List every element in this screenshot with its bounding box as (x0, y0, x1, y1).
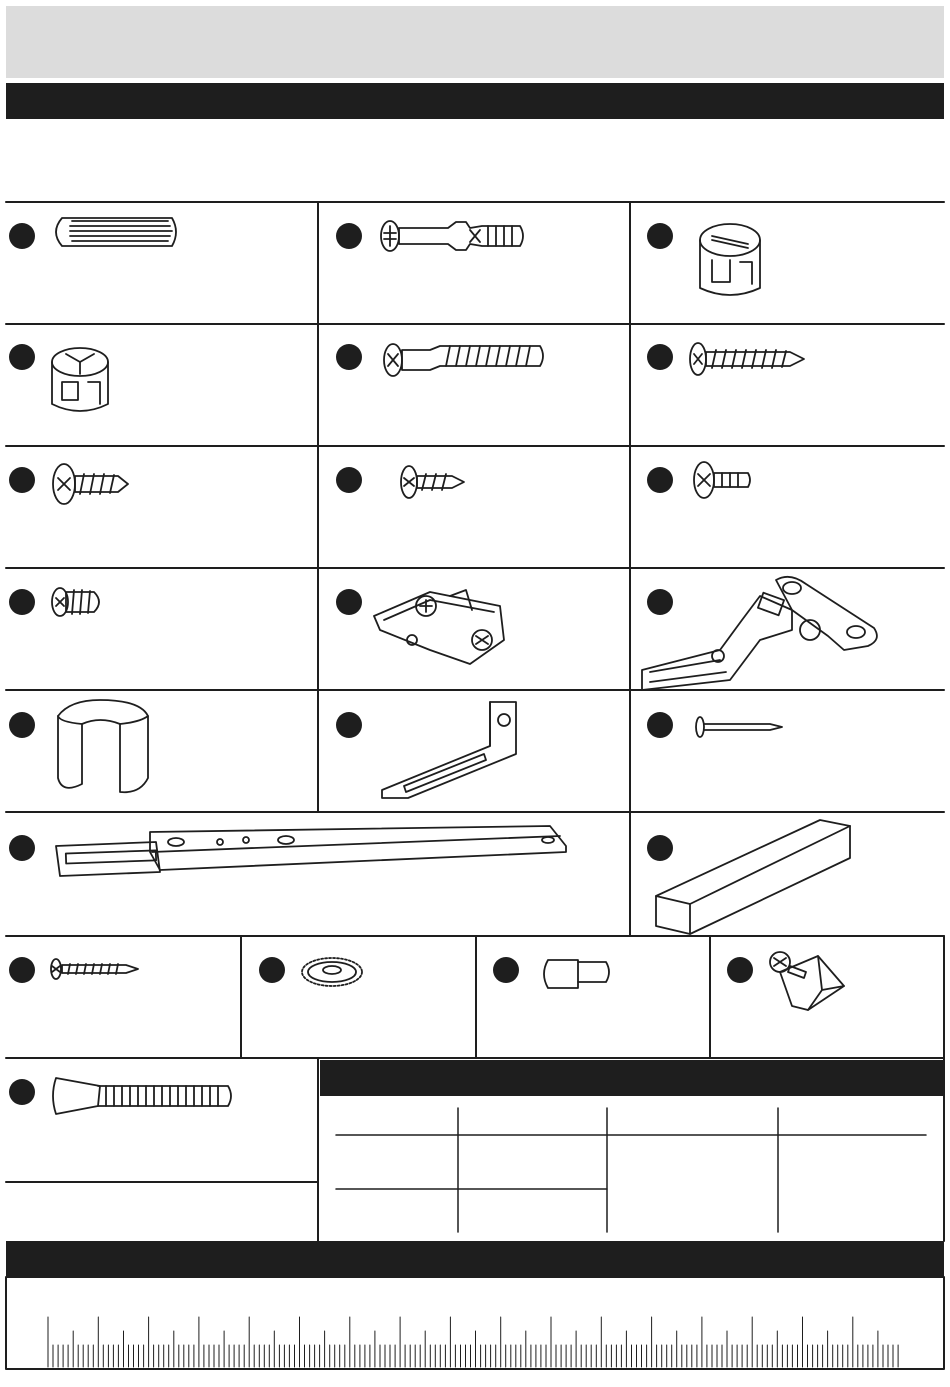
barrel-bolt-icon (53, 1078, 231, 1114)
machine-screw-icon (694, 462, 750, 498)
item-marker-22 (9, 1079, 35, 1105)
item-marker-10 (9, 589, 35, 615)
item-marker-19 (259, 957, 285, 983)
pan-head-screw-icon (53, 464, 128, 504)
item-marker-5 (336, 344, 362, 370)
item-marker-13 (9, 712, 35, 738)
item-marker-8 (336, 467, 362, 493)
item-marker-9 (647, 467, 673, 493)
euro-screw-icon (52, 588, 99, 616)
item-marker-7 (9, 467, 35, 493)
small-wood-screw-icon (401, 466, 464, 498)
item-marker-14 (336, 712, 362, 738)
hinge-plate-icon (374, 590, 504, 664)
item-marker-6 (647, 344, 673, 370)
item-marker-15 (647, 712, 673, 738)
rail-cap-icon (58, 700, 148, 792)
item-marker-12 (647, 589, 673, 615)
item-marker-11 (336, 589, 362, 615)
tools-table (336, 1108, 926, 1232)
nail-icon (696, 717, 782, 737)
wood-dowel-icon (56, 218, 176, 246)
item-marker-18 (9, 957, 35, 983)
item-marker-21 (727, 957, 753, 983)
cam-lock-alt-icon (52, 348, 108, 411)
wood-block-icon (656, 820, 850, 934)
connector-screw-icon (384, 344, 543, 376)
item-marker-3 (647, 223, 673, 249)
shelf-pin-icon (544, 960, 609, 988)
item-marker-2 (336, 223, 362, 249)
drawer-slide-icon (56, 826, 566, 876)
toothed-washer-icon (302, 958, 362, 986)
item-marker-20 (493, 957, 519, 983)
item-marker-4 (9, 344, 35, 370)
item-marker-17 (647, 835, 673, 861)
long-screw-icon (51, 959, 138, 979)
cam-lock-icon (700, 224, 760, 295)
corner-block-icon (770, 952, 844, 1010)
ruler-ticks (48, 1317, 898, 1367)
angle-bracket-icon (382, 702, 516, 798)
ruler-title-bar (6, 1241, 944, 1277)
concealed-hinge-icon (642, 577, 877, 690)
item-marker-1 (9, 223, 35, 249)
long-wood-screw-icon (690, 343, 804, 375)
cam-bolt-icon (381, 221, 523, 251)
item-marker-16 (9, 835, 35, 861)
tools-title-bar (320, 1060, 944, 1096)
